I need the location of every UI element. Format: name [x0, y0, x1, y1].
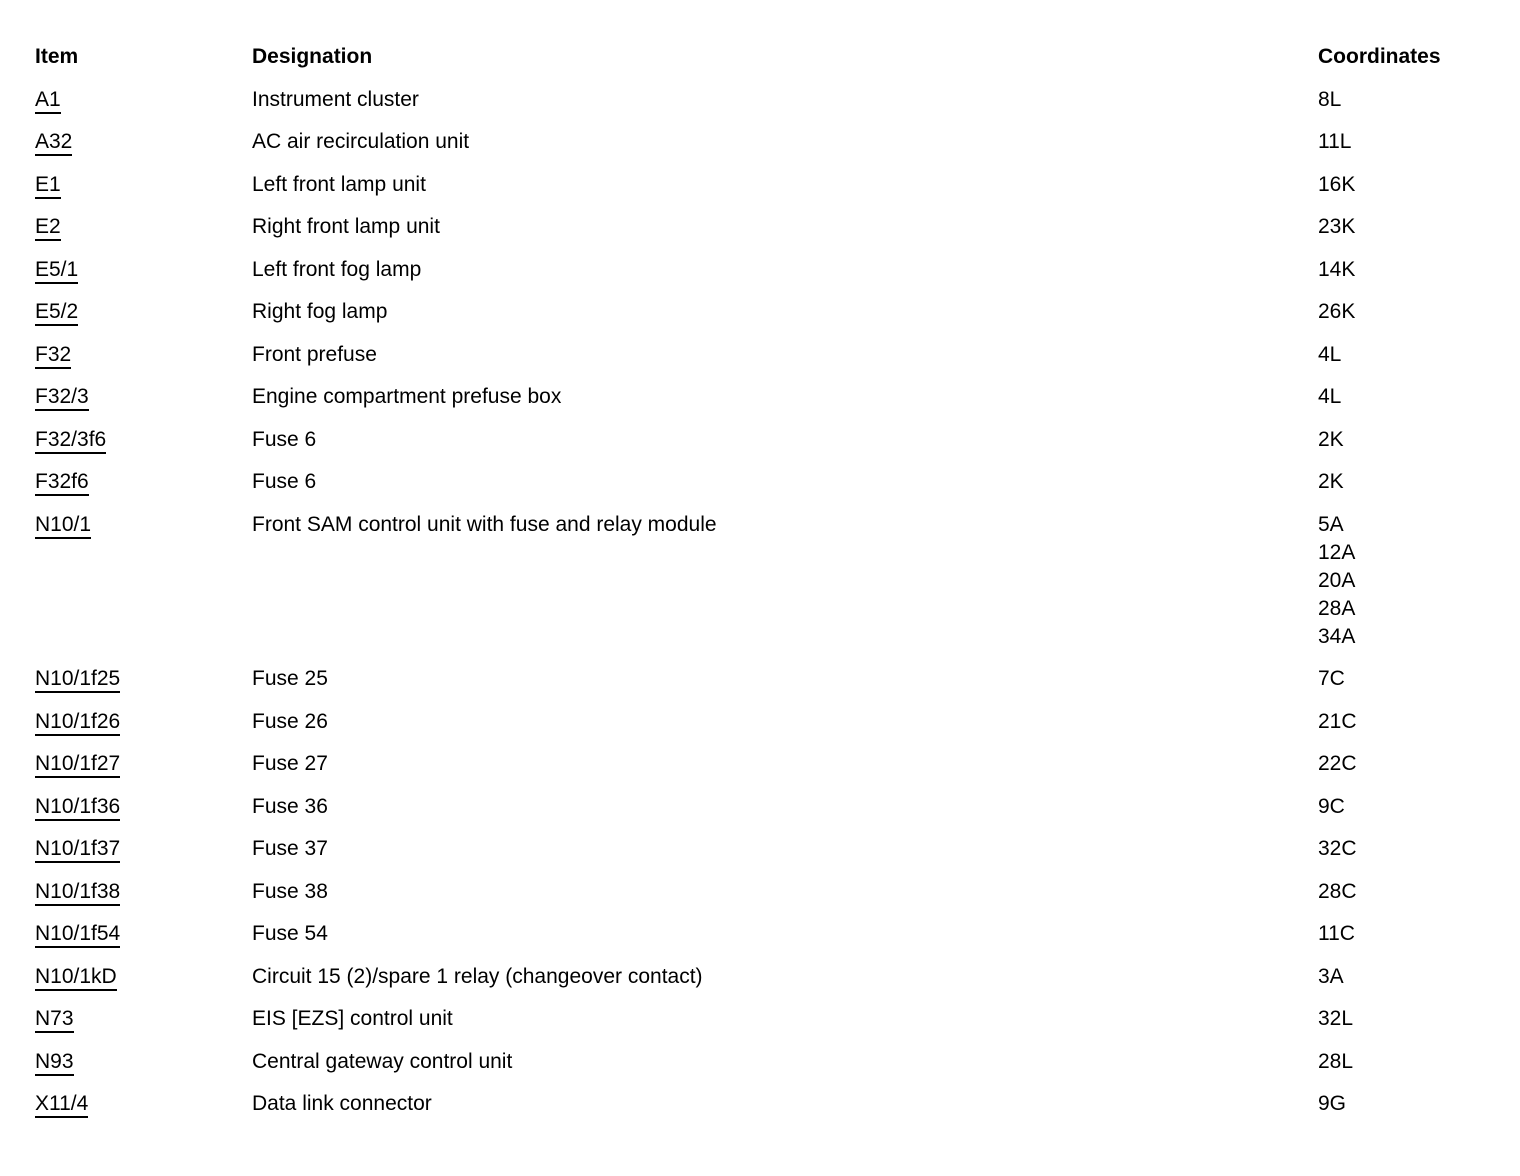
designation-cell: EIS [EZS] control unit [252, 1007, 453, 1031]
coordinates-cell [1318, 249, 1498, 292]
designation-cell: Fuse 38 [252, 879, 328, 903]
item-cell [35, 121, 252, 164]
coordinates-cell [1318, 1083, 1498, 1126]
coordinate-value: 7C [1318, 667, 1345, 691]
designation-cell: Fuse 6 [252, 427, 317, 451]
table-row [35, 291, 1498, 334]
table-header [35, 36, 1498, 79]
coordinate-value: 9C [1318, 794, 1345, 818]
item-cell [35, 956, 252, 999]
coordinate-value: 3A [1318, 964, 1344, 988]
table-row [35, 334, 1498, 377]
item-code-link[interactable]: N93 [35, 1050, 74, 1076]
item-cell [35, 913, 252, 956]
table-row [35, 504, 1498, 659]
header-item: Item [35, 45, 79, 69]
table-row [35, 164, 1498, 207]
item-cell [35, 658, 252, 701]
designation-cell: Fuse 25 [252, 667, 328, 691]
item-code-link[interactable]: F32f6 [35, 470, 89, 496]
item-code-link[interactable]: N10/1f38 [35, 880, 120, 906]
coordinates-cell [1318, 291, 1498, 334]
designation-cell: Fuse 27 [252, 752, 328, 776]
item-cell [35, 249, 252, 292]
table-row [35, 1041, 1498, 1084]
item-code-link[interactable]: N10/1kD [35, 965, 117, 991]
coordinates-cell [1318, 504, 1498, 659]
table-row [35, 658, 1498, 701]
table-row [35, 1083, 1498, 1126]
item-cell [35, 461, 252, 504]
item-code-link[interactable]: N10/1 [35, 513, 91, 539]
coordinates-cell [1318, 913, 1498, 956]
item-code-link[interactable]: A32 [35, 130, 72, 156]
coordinate-value: 34A [1318, 624, 1356, 648]
table-body [35, 79, 1498, 1126]
designation-cell: Left front lamp unit [252, 172, 426, 196]
coordinate-value: 32C [1318, 837, 1357, 861]
table-row [35, 828, 1498, 871]
header-coordinates: Coordinates [1318, 45, 1441, 69]
coordinate-value: 9G [1318, 1092, 1347, 1116]
table-row [35, 956, 1498, 999]
coordinate-value: 28C [1318, 879, 1357, 903]
coordinates-cell [1318, 701, 1498, 744]
coordinate-value: 21C [1318, 709, 1357, 733]
coordinate-value: 16K [1318, 172, 1356, 196]
designation-cell: Fuse 36 [252, 794, 328, 818]
coordinate-value: 8L [1318, 87, 1342, 111]
table-row [35, 701, 1498, 744]
designation-cell: Fuse 6 [252, 470, 317, 494]
coordinates-cell [1318, 461, 1498, 504]
coordinates-cell [1318, 206, 1498, 249]
item-cell [35, 998, 252, 1041]
item-code-link[interactable]: E2 [35, 215, 61, 241]
coordinate-value: 23K [1318, 215, 1356, 239]
item-cell [35, 334, 252, 377]
designation-cell: AC air recirculation unit [252, 130, 470, 154]
table-row [35, 913, 1498, 956]
table-row [35, 743, 1498, 786]
designation-cell: Fuse 37 [252, 837, 328, 861]
coordinate-value: 4L [1318, 385, 1342, 409]
coordinate-value: 2K [1318, 427, 1344, 451]
designation-cell: Right front lamp unit [252, 215, 440, 239]
coordinates-cell [1318, 164, 1498, 207]
item-cell [35, 291, 252, 334]
item-code-link[interactable]: E5/2 [35, 300, 78, 326]
coordinate-value: 26K [1318, 300, 1356, 324]
coordinate-value: 20A [1318, 568, 1356, 592]
coordinates-cell [1318, 786, 1498, 829]
coordinate-value: 11C [1318, 922, 1355, 946]
coordinates-cell [1318, 334, 1498, 377]
item-code-link[interactable]: N73 [35, 1007, 74, 1033]
designation-cell: Fuse 54 [252, 922, 328, 946]
item-code-link[interactable]: X11/4 [35, 1092, 88, 1118]
table-row [35, 419, 1498, 462]
item-code-link[interactable]: F32 [35, 343, 71, 369]
coordinate-value: 22C [1318, 752, 1357, 776]
table-row [35, 249, 1498, 292]
designation-cell: Data link connector [252, 1092, 432, 1116]
table-row [35, 79, 1498, 122]
coordinate-value: 28L [1318, 1049, 1354, 1073]
item-cell [35, 743, 252, 786]
designation-cell: Central gateway control unit [252, 1049, 513, 1073]
item-cell [35, 419, 252, 462]
designation-cell: Right fog lamp [252, 300, 388, 324]
coordinate-value: 14K [1318, 257, 1356, 281]
item-cell [35, 79, 252, 122]
coordinates-cell [1318, 998, 1498, 1041]
parts-table [35, 36, 1498, 1126]
coordinates-cell [1318, 658, 1498, 701]
table-row [35, 871, 1498, 914]
item-cell [35, 828, 252, 871]
item-code-link[interactable]: E1 [35, 173, 61, 199]
item-cell [35, 164, 252, 207]
item-cell [35, 376, 252, 419]
coordinate-value: 28A [1318, 596, 1356, 620]
item-code-link[interactable]: N10/1f27 [35, 752, 120, 778]
designation-cell: Instrument cluster [252, 87, 419, 111]
item-cell [35, 871, 252, 914]
designation-cell: Circuit 15 (2)/spare 1 relay (changeover contact) [252, 964, 703, 988]
coordinate-value: 12A [1318, 540, 1356, 564]
table-row [35, 376, 1498, 419]
coordinates-cell [1318, 121, 1498, 164]
table-row [35, 121, 1498, 164]
coordinates-cell [1318, 828, 1498, 871]
item-code-link[interactable]: E5/1 [35, 258, 78, 284]
item-cell [35, 1041, 252, 1084]
coordinate-value: 4L [1318, 342, 1342, 366]
coordinates-cell [1318, 1041, 1498, 1084]
item-cell [35, 504, 252, 659]
coordinate-value: 5A [1318, 512, 1344, 536]
coordinates-cell [1318, 79, 1498, 122]
coordinate-value: 2K [1318, 470, 1344, 494]
item-cell [35, 786, 252, 829]
table-row [35, 786, 1498, 829]
designation-cell: Front SAM control unit with fuse and relay module [252, 512, 717, 536]
designation-cell: Left front fog lamp [252, 257, 422, 281]
coordinates-cell [1318, 743, 1498, 786]
coordinates-cell [1318, 956, 1498, 999]
table-row [35, 206, 1498, 249]
item-cell [35, 1083, 252, 1126]
table-row [35, 461, 1498, 504]
table-row [35, 998, 1498, 1041]
item-code-link[interactable]: A1 [35, 88, 61, 114]
header-designation: Designation [252, 45, 373, 69]
item-code-link[interactable]: N10/1f54 [35, 922, 120, 948]
item-code-link[interactable]: N10/1f37 [35, 837, 120, 863]
item-code-link[interactable]: N10/1f36 [35, 795, 120, 821]
coordinates-cell [1318, 376, 1498, 419]
item-code-link[interactable]: F32/3 [35, 385, 89, 411]
designation-cell: Front prefuse [252, 342, 377, 366]
item-code-link[interactable]: F32/3f6 [35, 428, 106, 454]
coordinates-cell [1318, 871, 1498, 914]
item-code-link[interactable]: N10/1f25 [35, 667, 120, 693]
item-cell [35, 701, 252, 744]
coordinates-cell [1318, 419, 1498, 462]
coordinate-value: 32L [1318, 1007, 1354, 1031]
item-code-link[interactable]: N10/1f26 [35, 710, 120, 736]
item-cell [35, 206, 252, 249]
header-row [35, 36, 1498, 79]
designation-cell: Engine compartment prefuse box [252, 385, 562, 409]
designation-cell: Fuse 26 [252, 709, 328, 733]
coordinate-value: 11L [1318, 130, 1352, 154]
